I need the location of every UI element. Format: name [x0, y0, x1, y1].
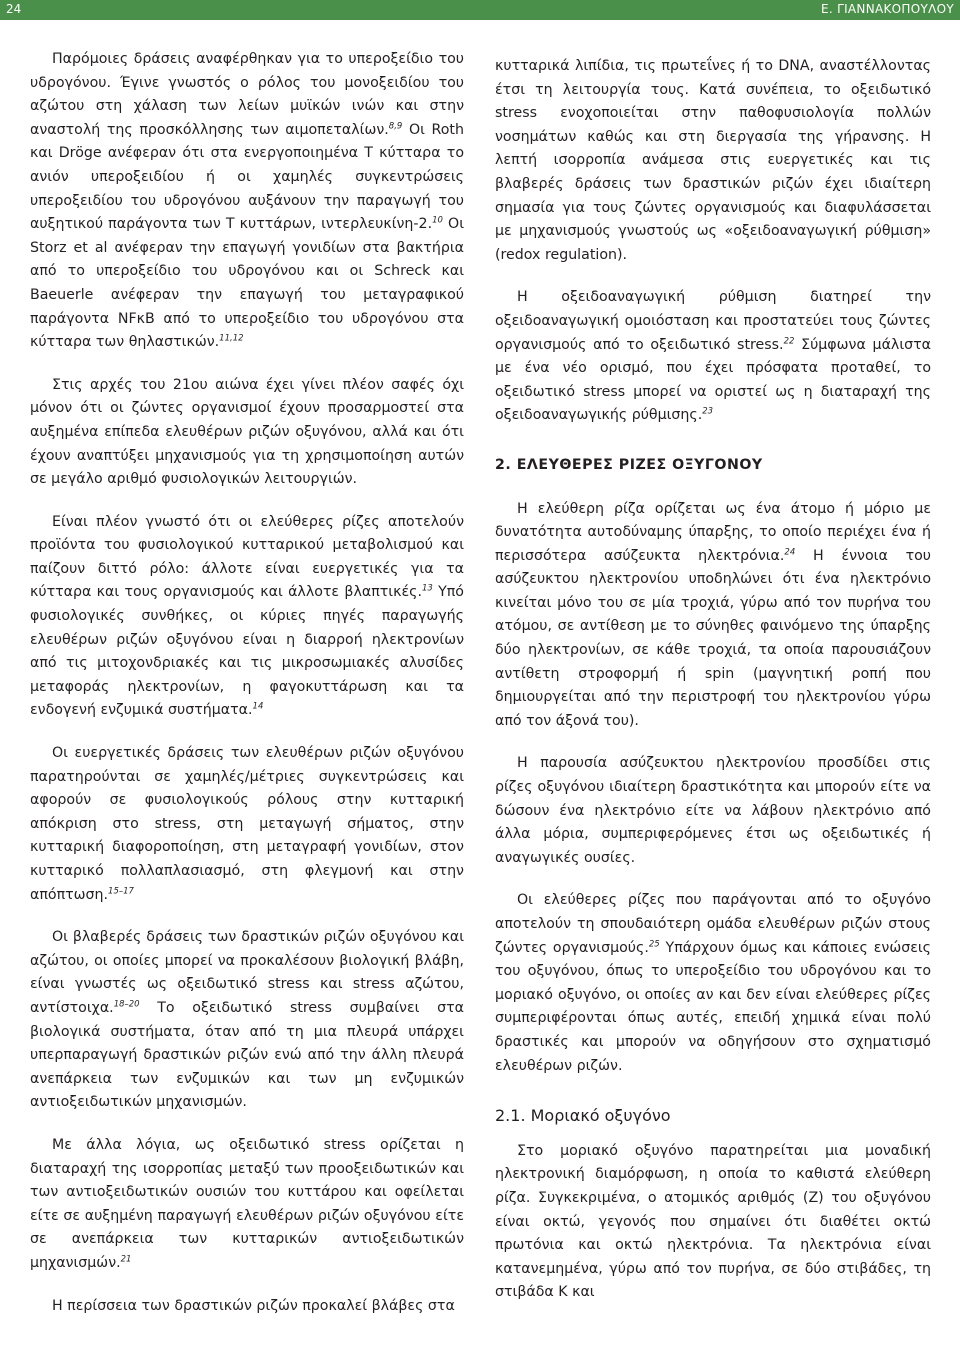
citation: 15–17 — [108, 885, 134, 896]
paragraph: Η ελεύθερη ρίζα ορίζεται ως ένα άτομο ή μόριο με δυνατότητα αυτοδύναμης ύπαρξης, το οποίο περιέχει ένα ή περισσότερα ασύζευκτα ηλεκτρόνια.$^{24}$ Η έννοια του ασύζευκτου ηλεκτρονίου υποδηλώνει ότι ένα ηλεκτρόνιο κινείται μόνο του σε μία τροχιά, γύρω από τον πυρήνα του ατόμου, σε αντίθεση με το σύνηθες φαινόμενο της ύπαρξης δύο ηλεκτρονίων, σε κάθε τροχιά, τα οποία παρουσιάζουν αντίθετη στροφορμή ή spin (μαγνητική ροπή που δημιουργείται από την περιστροφή του ηλεκτρονίου γύρω από τον άξονά του). — [495, 500, 931, 729]
right-column — [495, 55, 931, 1324]
paragraph: Οι ελεύθερες ρίζες που παράγονται από το οξυγόνο αποτελούν τη σπουδαιότερη ομάδα ελευθέρων ριζών στους ζώντες οργανισμούς.$^{25}$ Υπάρχουν όμως και κάποιες ενώσεις του οξυγόνου, όπως το υπεροξείδιο του υδρογόνου και το μοριακό οξυγόνο, οι οποίες αν και δεν είναι ελεύθερες ρίζες συμπεριφέρονται όπως αυτές, επειδή χημικά είναι πολύ δραστικές και μπορούν να οδηγήσουν στο σχηματισμό ελευθέρων ριζών. — [495, 892, 931, 1074]
citation: 11,12 — [219, 333, 244, 344]
section-heading: 2. ΕΛΕΥΘΕΡΕΣ ΡΙΖΕΣ ΟΞΥΓΟΝΟΥ — [495, 456, 763, 473]
citation: 24 — [784, 546, 796, 557]
citation: 10 — [432, 215, 443, 226]
citation: 13 — [421, 583, 433, 594]
paragraph: Οι ευεργετικές δράσεις των ελευθέρων ριζών οξυγόνου παρατηρούνται σε χαμηλές/μέτριες συγκεντρώσεις και αφορούν σε φυσιολογικούς ρόλους στην κυτταρική απόκριση στο stress, στη μεταγωγή σήματος, στην κυτταρική διαφοροποίηση, στη μεταγραφή γονιδίων, στον κυτταρικό πολλαπλασιασμό, στη φλεγμονή και στην απόπτωση.$^{15-17}$ — [30, 745, 464, 903]
paragraph: Παρόμοιες δράσεις αναφέρθηκαν για το υπεροξείδιο του υδρογόνου. Έγινε γνωστός ο ρόλος του μονοξειδίου του αζώτου στη χάλαση των λείων μυϊκών ινών και στην αναστολή της προσκόλλησης των αιμοπεταλίων.$^{8,9}$ Οι Roth και Dröge ανέφεραν ότι στα ενεργοποιημένα Τ κύτταρα το ανιόν υπεροξειδίου ή οι χαμηλές συγκεντρώσεις υπεροξειδίου του υδρογόνου αυξάνουν την παραγωγή του αυξητικού παράγοντα των Τ κυττάρων, ιντερλευκίνη-2.10 Οι Storz et al ανέφεραν την επαγωγή γονιδίων στα βακτήρια από το υπεροξείδιο του υδρογόνου και οι Schreck και Baeuerle ανέφεραν την επαγωγή του μεταγραφικού παράγοντα NFκB από το υπεροξείδιο του υδρογόνου στα κύτταρα των θηλαστικών.$^{11,12}$ — [30, 51, 464, 351]
paragraph: κυτταρικά λιπίδια, τις πρωτεΐνες ή το DNA, αναστέλλοντας έτσι τη λειτουργία τους. Κατά συνέπεια, το οξειδωτικό stress ενοχοποιείται στην παθοφυσιολογία πολλών νοσημάτων καθώς και στη διεργασία της γήρανσης. Η λεπτή ισορροπία ανάμεσα στις ευεργετικές και τις βλαβερές δράσεις των δραστικών ριζών έχει ιδιαίτερη σημασία για τους ζώντες οργανισμούς και διαφυλάσσεται με μηχανισμούς γνωστούς ως «οξειδοαναγωγική ρύθμιση» (redox regulation). — [495, 58, 931, 263]
paragraph: Η οξειδοαναγωγική ρύθμιση διατηρεί την οξειδοαναγωγική ομοιόσταση και προστατεύει τους ζώντες οργανισμούς από το οξειδωτικό stress.$^{22}$ Σύμφωνα μάλιστα με ένα νέο ορισμό, που έχει πρόσφατα προταθεί, το οξειδωτικό stress μπορεί να οριστεί ως η διαταραχή της οξειδοαναγωγικής ρύθμισης.$^{23}$ — [495, 289, 931, 424]
subsection-heading: 2.1. Μοριακό οξυγόνο — [495, 1106, 671, 1126]
paragraph: Στις αρχές του 21ου αιώνα έχει γίνει πλέον σαφές όχι μόνον ότι οι ζώντες οργανισμοί έχουν προσαρμοστεί στα αυξημένα επίπεδα ελευθέρων ριζών οξυγόνου, αλλά και ότι έχουν αναπτύξει μηχανισμούς για τη χρησιμοποίηση αυτών σε μεγάλο αριθμό φυσιολογικών λειτουργιών. — [30, 376, 464, 488]
citation: 22 — [783, 335, 795, 346]
citation: 25 — [648, 938, 660, 949]
paragraph: Η περίσσεια των δραστικών ριζών προκαλεί βλάβες στα — [52, 1297, 455, 1314]
paragraph: Οι βλαβερές δράσεις των δραστικών ριζών οξυγόνου και αζώτου, οι οποίες μπορεί να προκαλέσουν βιολογική βλάβη, είναι γνωστές ως οξειδωτικό stress και stress αζώτου, αντίστοιχα.$^{18-20}$ Το οξειδωτικό stress συμβαίνει στα βιολογικά συστήματα, όταν από τη μια πλευρά υπάρχει υπερπαραγωγή δραστικών ριζών ενώ από την άλλη πλευρά ανεπάρκεια των ενζυμικών και των μη ενζυμικών αντιοξειδωτικών μηχανισμών. — [30, 929, 464, 1111]
paragraph: Στο μοριακό οξυγόνο παρατηρείται μια μοναδική ηλεκτρονική διαμόρφωση, η οποία το καθιστά ελεύθερη ρίζα. Συγκεκριμένα, ο ατομικός αριθμός (Ζ) του οξυγόνου είναι οκτώ, γεγονός που σημαίνει ότι διαθέτει οκτώ πρωτόνια και οκτώ ηλεκτρόνια. Τα ηλεκτρόνια είναι κατανεμημένα, γύρω από τον πυρήνα, σε δύο στιβάδες, τη στιβάδα Κ και — [495, 1142, 931, 1301]
paragraph: Με άλλα λόγια, ως οξειδωτικό stress ορίζεται η διαταραχή της ισορροπίας μεταξύ των προοξειδωτικών και των αντιοξειδωτικών ουσιών του κυττάρου και οφείλεται είτε σε αυξημένη παραγωγή ελευθέρων ριζών οξυγόνου είτε σε ανεπάρκεια των κυτταρικών αντιοξειδωτικών μηχανισμών.$^{21}$ — [30, 1136, 464, 1271]
left-column — [30, 48, 464, 1337]
page-number: 24 — [6, 2, 22, 16]
paragraph: Η παρουσία ασύζευκτου ηλεκτρονίου προσδίδει στις ρίζες οξυγόνου ιδιαίτερη δραστικότητα και μπορούν είτε να δώσουν ένα ηλεκτρόνιο είτε να λάβουν ηλεκτρόνιο από άλλα μόρια, συμπεριφερόμενες έτσι ως οξειδωτικές ή αναγωγικές ουσίες. — [495, 755, 931, 866]
running-head: Ε. ΓΙΑΝΝΑΚΟΠΟΥΛΟΥ — [820, 2, 954, 16]
citation: 23 — [702, 406, 714, 417]
page-header-bar — [0, 0, 960, 20]
paragraph: Είναι πλέον γνωστό ότι οι ελεύθερες ρίζες αποτελούν προϊόντα του φυσιολογικού κυτταρικού μεταβολισμού και παίζουν διττό ρόλο: άλλοτε είναι ευεργετικές για τα κύτταρα και τους οργανισμούς και άλλοτε βλαπτικές.$^{13}$ Υπό φυσιολογικές συνθήκες, οι κύριες πηγές παραγωγής ελευθέρων ριζών οξυγόνου είναι η διαρροή ηλεκτρονίων από τις μιτοχονδριακές και τις μικροσωμιακές αλυσίδες μεταφοράς ηλεκτρονίων, η φαγοκυττάρωση και τα ενδογενή ενζυμικά συστήματα.$^{14}$ — [30, 513, 464, 719]
citation: 14 — [252, 701, 264, 712]
citation: 21 — [120, 1254, 132, 1265]
citation: 18–20 — [113, 999, 140, 1010]
citation: 8,9 — [388, 121, 403, 132]
